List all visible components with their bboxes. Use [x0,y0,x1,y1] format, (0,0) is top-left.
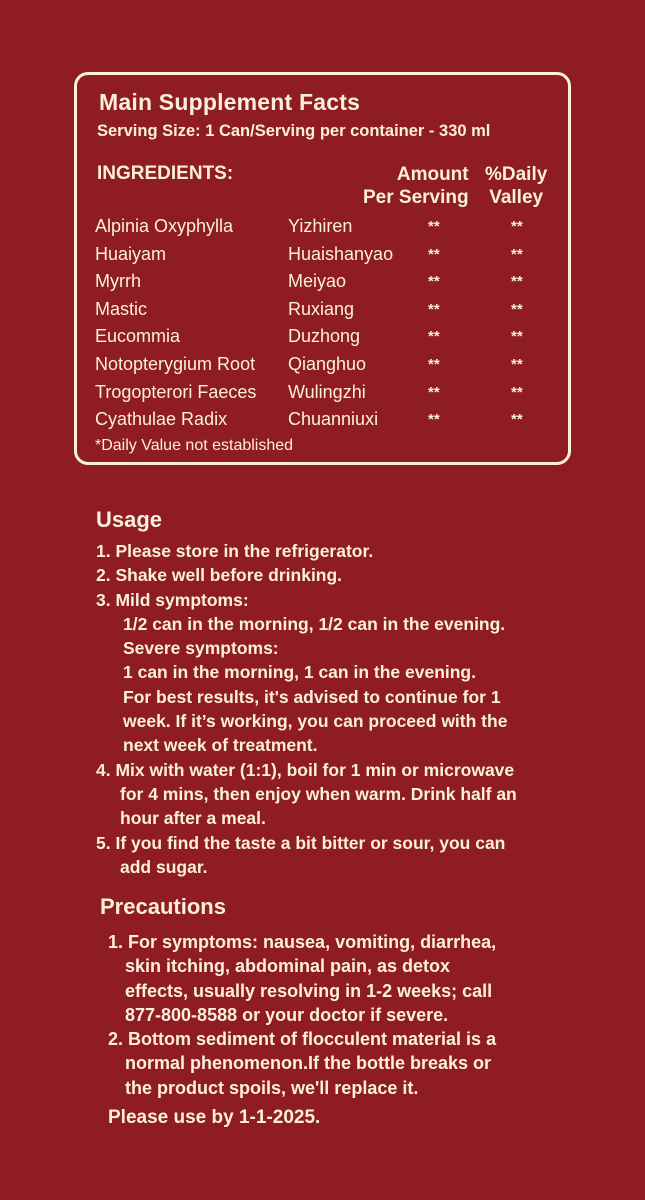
usage-line: next week of treatment. [123,735,318,756]
ingredient-pinyin: Huaishanyao [288,243,394,264]
ingredient-name: Alpinia Oxyphylla [95,216,234,236]
ingredient-amount: ** [428,218,440,235]
usage-line: For best results, it's advised to continue for 1 [123,686,501,707]
usage-line: for 4 mins, then enjoy when warm. Drink half an [120,783,517,804]
amount-header-line1: Amount [396,164,469,185]
ingredient-amount: ** [428,300,440,318]
ingredient-amount: ** [428,245,440,263]
usage-line: 3. Mild symptoms: [96,589,249,610]
ingredient-pinyin: Yizhiren [288,216,353,236]
amount-header-line2: Per Serving [363,187,469,208]
ingredient-amount: ** [428,411,440,429]
ingredient-daily: ** [511,218,523,235]
usage-line: Severe symptoms: [123,638,279,659]
usage-line: hour after a meal. [120,808,266,829]
use-by-date: Please use by 1-1-2025. [108,1107,321,1128]
usage-line: 4. Mix with water (1:1), boil for 1 min or microwave [96,759,515,780]
ingredient-amount: ** [428,355,440,373]
ingredient-name: Notopterygium Root [95,353,256,374]
precautions-title: Precautions [100,894,226,919]
precautions-list [108,930,628,1100]
precaution-line: effects, usually resolving in 1-2 weeks; call [125,980,493,1001]
serving-size: Serving Size: 1 Can/Serving per container - 330 ml [97,122,491,140]
ingredient-name: Mastic [95,298,148,319]
usage-line: 1 can in the morning, 1 can in the evening. [123,662,476,683]
usage-line: 1. Please store in the refrigerator. [96,541,374,561]
precaution-line: the product spoils, we'll replace it. [125,1077,419,1098]
ingredient-daily: ** [511,328,523,346]
ingredient-pinyin: Meiyao [288,271,347,292]
precaution-line: 877-800-8588 or your doctor if severe. [125,1004,449,1025]
ingredient-daily: ** [511,300,523,318]
ingredient-amount: ** [428,383,440,401]
usage-line: 1/2 can in the morning, 1/2 can in the evening. [123,613,506,634]
ingredient-amount: ** [428,328,440,346]
ingredients-header: INGREDIENTS: [97,163,234,184]
ingredient-pinyin: Qianghuo [288,353,367,374]
daily-header-line2: Valley [489,187,544,208]
usage-line: 2. Shake well before drinking. [96,565,343,586]
ingredient-daily: ** [511,355,523,373]
ingredient-pinyin: Chuanniuxi [288,409,379,430]
ingredient-amount: ** [428,273,440,291]
ingredient-pinyin: Ruxiang [288,298,355,319]
ingredient-name: Huaiyam [95,243,167,264]
ingredient-daily: ** [511,245,523,263]
ingredient-name: Trogopterori Faeces [95,381,257,402]
usage-line: 5. If you find the taste a bit bitter or sour, you can [96,832,506,853]
usage-line: add sugar. [120,856,208,877]
usage-list [96,539,616,879]
ingredient-name: Myrrh [95,271,141,292]
precaution-line: normal phenomenon.If the bottle breaks or [125,1053,492,1074]
precaution-line: skin itching, abdominal pain, as detox [125,956,451,977]
precaution-line: 2. Bottom sediment of flocculent material is a [108,1029,497,1050]
usage-line: week. If it’s working, you can proceed with the [123,711,508,732]
amount-header [363,163,469,209]
usage-title: Usage [96,507,163,532]
ingredient-pinyin: Wulingzhi [288,381,366,402]
ingredient-pinyin: Duzhong [288,326,361,347]
facts-title: Main Supplement Facts [99,89,361,115]
ingredient-daily: ** [511,273,523,291]
ingredient-daily: ** [511,411,523,429]
precaution-line: 1. For symptoms: nausea, vomiting, diarrhea, [108,932,497,952]
ingredient-daily: ** [511,383,523,401]
ingredient-name: Cyathulae Radix [95,409,228,430]
facts-footnote: *Daily Value not established [95,437,294,454]
supplement-facts-panel [74,72,571,465]
ingredient-name: Eucommia [95,326,181,347]
daily-header-line1: %Daily [485,164,548,185]
daily-header [485,163,547,209]
